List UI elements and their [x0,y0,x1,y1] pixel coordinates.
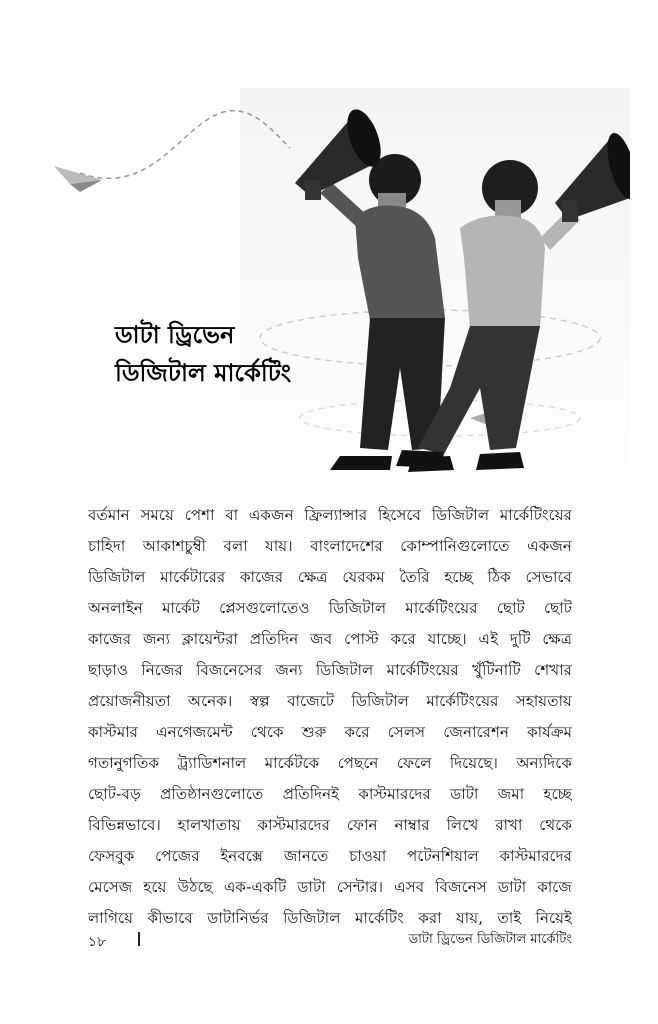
paragraph-line: বর্তমান সময়ে পেশা বা একজন ফ্রিল্যান্সার হিসেবে ডিজিটাল মার্কেটিংয়ের [88,506,572,524]
footer-divider [138,932,140,946]
paragraph-line: গতানুগতিক ট্র্যাডিশনাল মার্কেটকে পেছনে ফেলে দিয়েছে। অন্যদিকে [88,754,572,772]
paragraph-line: চাহিদা আকাশচুম্বী বলা যায়। বাংলাদেশের কোম্পানিগুলোতে একজন [88,537,572,555]
page-number: ১৮ [88,934,107,950]
paragraph-line: লাগিয়ে কীভাবে ডাটানির্ভর ডিজিটাল মার্কেটিং করা যায়, তাই নিয়েই [88,909,572,927]
paragraph-line: ফেসবুক পেজের ইনবক্সে জানতে চাওয়া পটেনশিয়াল কাস্টমারদের [88,847,572,865]
paragraph-line: অনলাইন মার্কেট প্লেসগুলোতেও ডিজিটাল মার্কেটিংয়ের ছোট ছোট [88,599,572,617]
paragraph-line: ছোট-বড় প্রতিষ্ঠানগুলোতে প্রতিদিনই কাস্টমারদের ডাটা জমা হচ্ছে [88,785,572,803]
paragraph-line: প্রয়োজনীয়তা অনেক। স্বল্প বাজেটে ডিজিটাল মার্কেটিংয়ের সহায়তায় [88,692,572,710]
paragraph-line: ডিজিটাল মার্কেটারের কাজের ক্ষেত্র যেরকম তৈরি হচ্ছে ঠিক সেভাবে [88,568,572,586]
running-footer-title: ডাটা ড্রিভেন ডিজিটাল মার্কেটিং [408,932,572,947]
paragraph-line: কাজের জন্য ক্লায়েন্টরা প্রতিদিন জব পোস্ট করে যাচ্ছে। এই দুটি ক্ষেত্র [88,630,572,648]
chapter-title-line-2: ডিজিটাল মার্কেটিং [115,359,292,387]
paragraph-line: কাস্টমার এনগেজমেন্ট থেকে শুরু করে সেলস জেনারেশন কার্যক্রম [88,723,572,741]
megaphone-people-illustration [40,88,630,488]
paragraph-line: মেসেজ হয়ে উঠছে এক-একটি ডাটা সেন্টার। এসব বিজনেস ডাটা কাজে [88,878,572,896]
chapter-title-line-1: ডাটা ড্রিভেন [115,321,235,349]
chapter-title [115,316,291,392]
paragraph-line: ছাড়াও নিজের বিজনেসের জন্য ডিজিটাল মার্কেটিংয়ের খুঁটিনাটি শেখার [88,661,572,679]
body-paragraph [88,500,572,934]
paragraph-line: বিভিন্নভাবে। হালখাতায় কাস্টমারদের ফোন নাম্বার লিখে রাখা থেকে [88,816,572,834]
